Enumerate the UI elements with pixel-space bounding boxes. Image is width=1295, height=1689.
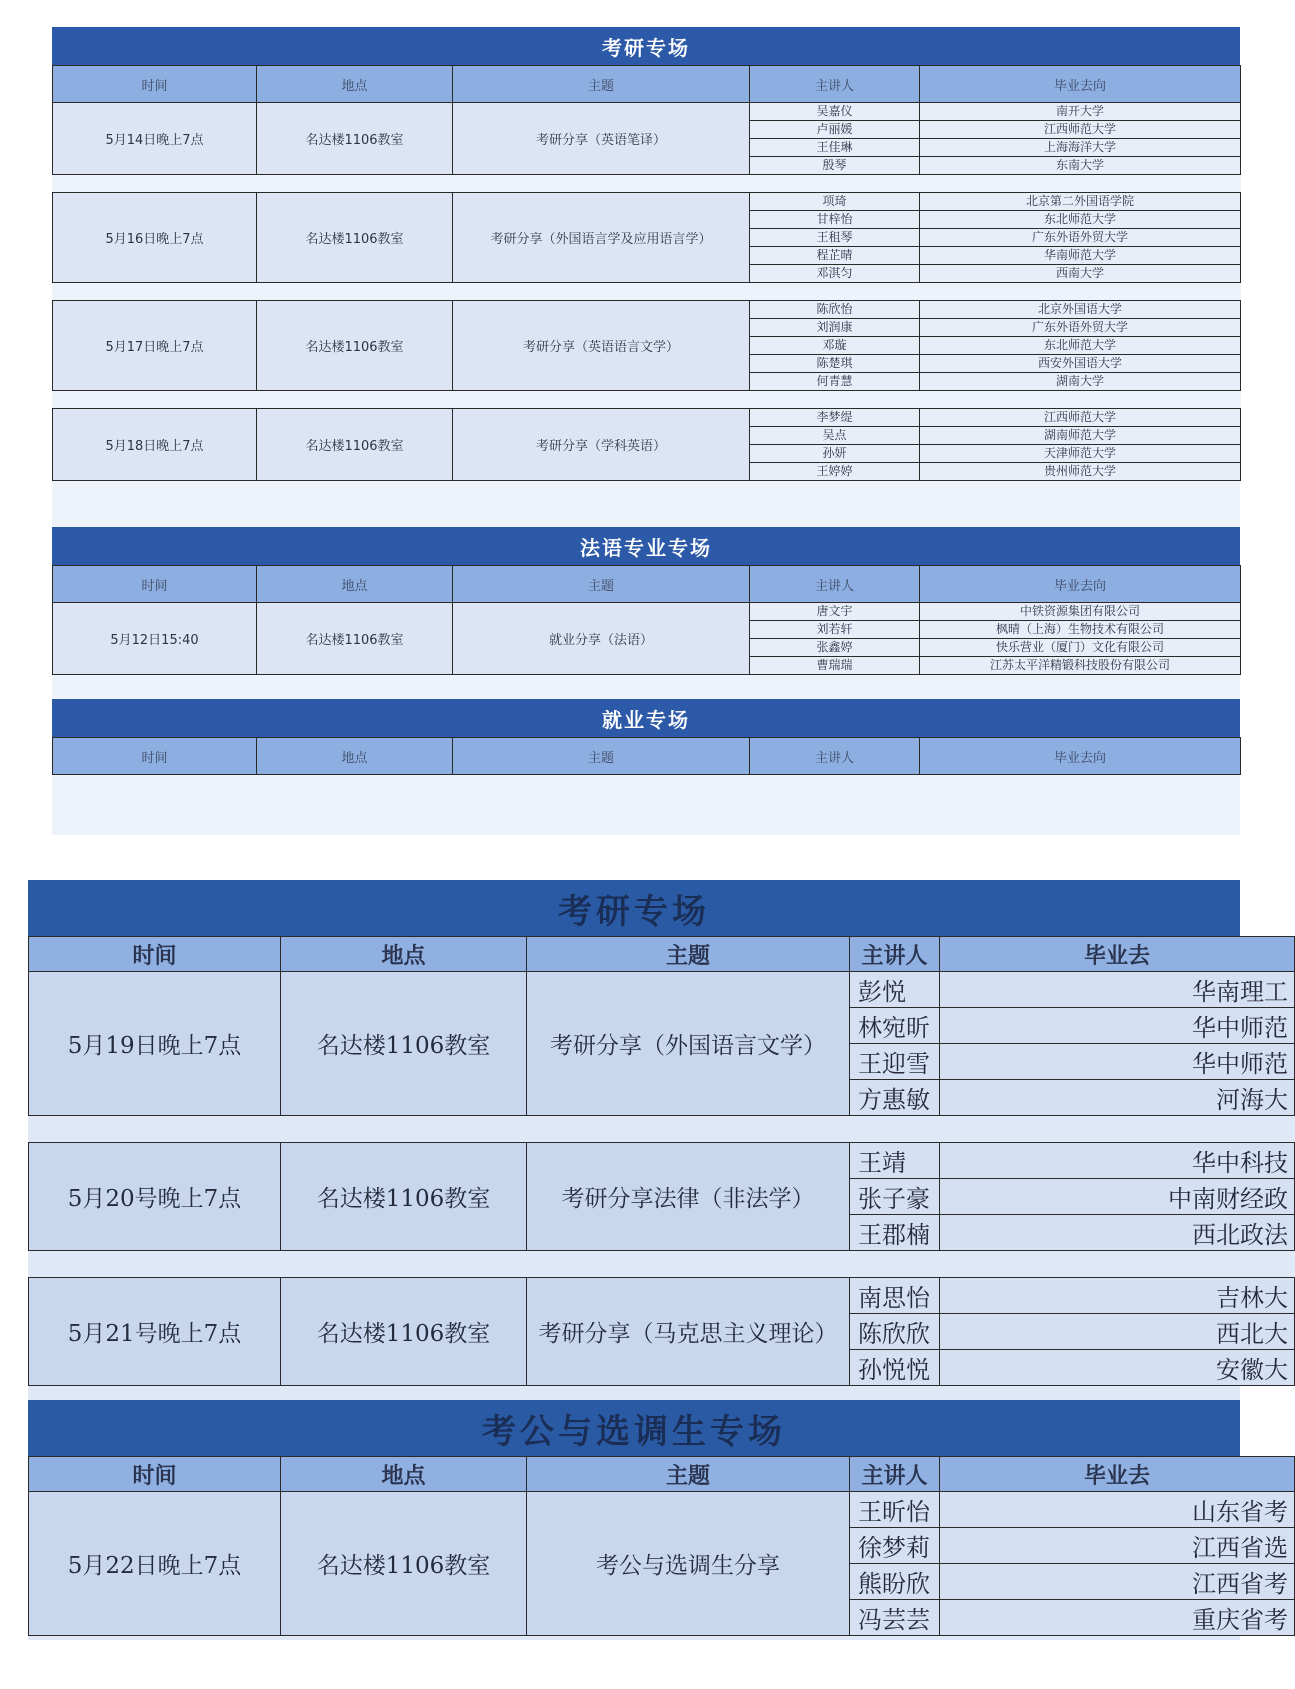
kaoyan-table-top bbox=[52, 65, 1241, 481]
graduate-destination: 山东省考 bbox=[940, 1492, 1295, 1528]
group-spacer bbox=[53, 175, 1241, 193]
graduate-destination: 江西省考 bbox=[940, 1564, 1295, 1600]
speaker-name: 王靖 bbox=[850, 1143, 940, 1179]
graduate-destination: 华中师范 bbox=[940, 1044, 1295, 1080]
group-spacer bbox=[29, 1251, 1295, 1278]
speaker-name: 孙悦悦 bbox=[850, 1350, 940, 1386]
table-row bbox=[29, 1492, 1295, 1528]
table-row bbox=[53, 301, 1241, 319]
session-topic: 考研分享（外国语言学及应用语言学） bbox=[453, 193, 750, 283]
session-topic: 考研分享法律（非法学） bbox=[527, 1143, 850, 1251]
graduate-destination: 贵州师范大学 bbox=[920, 463, 1241, 481]
jiuye-table bbox=[52, 737, 1241, 775]
column-header: 主讲人 bbox=[850, 937, 940, 972]
column-header: 主讲人 bbox=[750, 66, 920, 103]
session-place: 名达楼1106教室 bbox=[281, 1278, 527, 1386]
graduate-destination: 江西省选 bbox=[940, 1528, 1295, 1564]
session-topic: 考研分享（英语语言文学） bbox=[453, 301, 750, 391]
speaker-name: 何青慧 bbox=[750, 373, 920, 391]
speaker-name: 吴嘉仪 bbox=[750, 103, 920, 121]
graduate-destination: 湖南师范大学 bbox=[920, 427, 1241, 445]
speaker-name: 王郡楠 bbox=[850, 1215, 940, 1251]
column-header: 主讲人 bbox=[850, 1457, 940, 1492]
speaker-name: 唐文宇 bbox=[750, 603, 920, 621]
column-header: 地点 bbox=[257, 738, 453, 775]
bottom-schedule-panel bbox=[28, 880, 1288, 1640]
kaoyan-table-bottom bbox=[28, 936, 1295, 1386]
speaker-name: 林宛昕 bbox=[850, 1008, 940, 1044]
column-header: 毕业去向 bbox=[920, 738, 1241, 775]
speaker-name: 陈欣欣 bbox=[850, 1314, 940, 1350]
column-header: 时间 bbox=[29, 937, 281, 972]
column-header: 地点 bbox=[281, 1457, 527, 1492]
column-header: 主讲人 bbox=[750, 738, 920, 775]
speaker-name: 张鑫婷 bbox=[750, 639, 920, 657]
speaker-name: 刘润康 bbox=[750, 319, 920, 337]
session-place: 名达楼1106教室 bbox=[281, 1492, 527, 1636]
graduate-destination: 北京外国语大学 bbox=[920, 301, 1241, 319]
column-header: 时间 bbox=[53, 566, 257, 603]
column-header: 毕业去 bbox=[940, 1457, 1295, 1492]
column-header: 地点 bbox=[281, 937, 527, 972]
speaker-name: 甘梓怡 bbox=[750, 211, 920, 229]
speaker-name: 邓璇 bbox=[750, 337, 920, 355]
speaker-name: 徐梦莉 bbox=[850, 1528, 940, 1564]
top-schedule-panel bbox=[52, 27, 1240, 835]
graduate-destination: 东南大学 bbox=[920, 157, 1241, 175]
graduate-destination: 广东外语外贸大学 bbox=[920, 319, 1241, 337]
graduate-destination: 西北大 bbox=[940, 1314, 1295, 1350]
session-topic: 考研分享（英语笔译） bbox=[453, 103, 750, 175]
session-place: 名达楼1106教室 bbox=[257, 103, 453, 175]
speaker-name: 殷琴 bbox=[750, 157, 920, 175]
session-place: 名达楼1106教室 bbox=[257, 301, 453, 391]
session-place: 名达楼1106教室 bbox=[257, 193, 453, 283]
session-topic: 考公与选调生分享 bbox=[527, 1492, 850, 1636]
speaker-name: 王昕怡 bbox=[850, 1492, 940, 1528]
header-row bbox=[29, 937, 1295, 972]
header-row bbox=[53, 566, 1241, 603]
speaker-name: 项琦 bbox=[750, 193, 920, 211]
graduate-destination: 江西师范大学 bbox=[920, 121, 1241, 139]
graduate-destination: 快乐营业（厦门）文化有限公司 bbox=[920, 639, 1241, 657]
graduate-destination: 中铁资源集团有限公司 bbox=[920, 603, 1241, 621]
speaker-name: 彭悦 bbox=[850, 972, 940, 1008]
graduate-destination: 东北师范大学 bbox=[920, 337, 1241, 355]
speaker-name: 方惠敏 bbox=[850, 1080, 940, 1116]
fayu-banner: 法语专业专场 bbox=[52, 527, 1240, 565]
kaogong-banner: 考公与选调生专场 bbox=[28, 1400, 1240, 1456]
speaker-name: 冯芸芸 bbox=[850, 1600, 940, 1636]
column-header: 主题 bbox=[527, 1457, 850, 1492]
graduate-destination: 华中师范 bbox=[940, 1008, 1295, 1044]
kaoyan-banner-bottom: 考研专场 bbox=[28, 880, 1240, 936]
speaker-name: 陈欣怡 bbox=[750, 301, 920, 319]
speaker-name: 曹瑞瑞 bbox=[750, 657, 920, 675]
graduate-destination: 华南理工 bbox=[940, 972, 1295, 1008]
column-header: 主讲人 bbox=[750, 566, 920, 603]
speaker-name: 张子豪 bbox=[850, 1179, 940, 1215]
graduate-destination: 江西师范大学 bbox=[920, 409, 1241, 427]
column-header: 毕业去 bbox=[940, 937, 1295, 972]
table-row bbox=[53, 103, 1241, 121]
graduate-destination: 西南大学 bbox=[920, 265, 1241, 283]
session-time: 5月16日晚上7点 bbox=[53, 193, 257, 283]
speaker-name: 吴点 bbox=[750, 427, 920, 445]
group-spacer bbox=[53, 391, 1241, 409]
column-header: 地点 bbox=[257, 566, 453, 603]
session-time: 5月21号晚上7点 bbox=[29, 1278, 281, 1386]
speaker-name: 南思怡 bbox=[850, 1278, 940, 1314]
column-header: 时间 bbox=[53, 66, 257, 103]
session-topic: 考研分享（外国语言文学） bbox=[527, 972, 850, 1116]
column-header: 主题 bbox=[453, 566, 750, 603]
table-row bbox=[53, 193, 1241, 211]
jiuye-banner: 就业专场 bbox=[52, 699, 1240, 737]
session-time: 5月20号晚上7点 bbox=[29, 1143, 281, 1251]
table-row bbox=[29, 972, 1295, 1008]
graduate-destination: 枫晴（上海）生物技术有限公司 bbox=[920, 621, 1241, 639]
session-time: 5月22日晚上7点 bbox=[29, 1492, 281, 1636]
session-place: 名达楼1106教室 bbox=[281, 1143, 527, 1251]
graduate-destination: 河海大 bbox=[940, 1080, 1295, 1116]
column-header: 时间 bbox=[53, 738, 257, 775]
session-time: 5月19日晚上7点 bbox=[29, 972, 281, 1116]
table-row bbox=[53, 409, 1241, 427]
speaker-name: 卢丽媛 bbox=[750, 121, 920, 139]
graduate-destination: 天津师范大学 bbox=[920, 445, 1241, 463]
header-row bbox=[53, 66, 1241, 103]
kaogong-table bbox=[28, 1456, 1295, 1636]
speaker-name: 刘若轩 bbox=[750, 621, 920, 639]
header-row bbox=[29, 1457, 1295, 1492]
table-row bbox=[29, 1143, 1295, 1179]
session-topic: 考研分享（学科英语） bbox=[453, 409, 750, 481]
fayu-table bbox=[52, 565, 1241, 675]
session-topic: 考研分享（马克思主义理论） bbox=[527, 1278, 850, 1386]
column-header: 主题 bbox=[527, 937, 850, 972]
speaker-name: 熊盼欣 bbox=[850, 1564, 940, 1600]
speaker-name: 孙妍 bbox=[750, 445, 920, 463]
graduate-destination: 南开大学 bbox=[920, 103, 1241, 121]
table-row bbox=[29, 1278, 1295, 1314]
speaker-name: 陈楚琪 bbox=[750, 355, 920, 373]
speaker-name: 李梦缇 bbox=[750, 409, 920, 427]
session-time: 5月14日晚上7点 bbox=[53, 103, 257, 175]
session-time: 5月18日晚上7点 bbox=[53, 409, 257, 481]
graduate-destination: 东北师范大学 bbox=[920, 211, 1241, 229]
session-time: 5月17日晚上7点 bbox=[53, 301, 257, 391]
session-topic: 就业分享（法语） bbox=[453, 603, 750, 675]
group-spacer bbox=[29, 1116, 1295, 1143]
speaker-name: 王婷婷 bbox=[750, 463, 920, 481]
header-row bbox=[53, 738, 1241, 775]
kaoyan-banner-top: 考研专场 bbox=[52, 27, 1240, 65]
speaker-name: 邓淇匀 bbox=[750, 265, 920, 283]
column-header: 地点 bbox=[257, 66, 453, 103]
column-header: 毕业去向 bbox=[920, 566, 1241, 603]
graduate-destination: 华中科技 bbox=[940, 1143, 1295, 1179]
graduate-destination: 中南财经政 bbox=[940, 1179, 1295, 1215]
graduate-destination: 西北政法 bbox=[940, 1215, 1295, 1251]
column-header: 主题 bbox=[453, 738, 750, 775]
speaker-name: 王租琴 bbox=[750, 229, 920, 247]
session-place: 名达楼1106教室 bbox=[281, 972, 527, 1116]
graduate-destination: 湖南大学 bbox=[920, 373, 1241, 391]
column-header: 毕业去向 bbox=[920, 66, 1241, 103]
graduate-destination: 广东外语外贸大学 bbox=[920, 229, 1241, 247]
graduate-destination: 北京第二外国语学院 bbox=[920, 193, 1241, 211]
graduate-destination: 江苏太平洋精锻科技股份有限公司 bbox=[920, 657, 1241, 675]
graduate-destination: 吉林大 bbox=[940, 1278, 1295, 1314]
graduate-destination: 重庆省考 bbox=[940, 1600, 1295, 1636]
session-place: 名达楼1106教室 bbox=[257, 409, 453, 481]
graduate-destination: 安徽大 bbox=[940, 1350, 1295, 1386]
session-place: 名达楼1106教室 bbox=[257, 603, 453, 675]
speaker-name: 王迎雪 bbox=[850, 1044, 940, 1080]
graduate-destination: 上海海洋大学 bbox=[920, 139, 1241, 157]
graduate-destination: 华南师范大学 bbox=[920, 247, 1241, 265]
speaker-name: 王佳琳 bbox=[750, 139, 920, 157]
graduate-destination: 西安外国语大学 bbox=[920, 355, 1241, 373]
speaker-name: 程芷晴 bbox=[750, 247, 920, 265]
column-header: 时间 bbox=[29, 1457, 281, 1492]
table-row bbox=[53, 603, 1241, 621]
session-time: 5月12日15:40 bbox=[53, 603, 257, 675]
column-header: 主题 bbox=[453, 66, 750, 103]
group-spacer bbox=[53, 283, 1241, 301]
